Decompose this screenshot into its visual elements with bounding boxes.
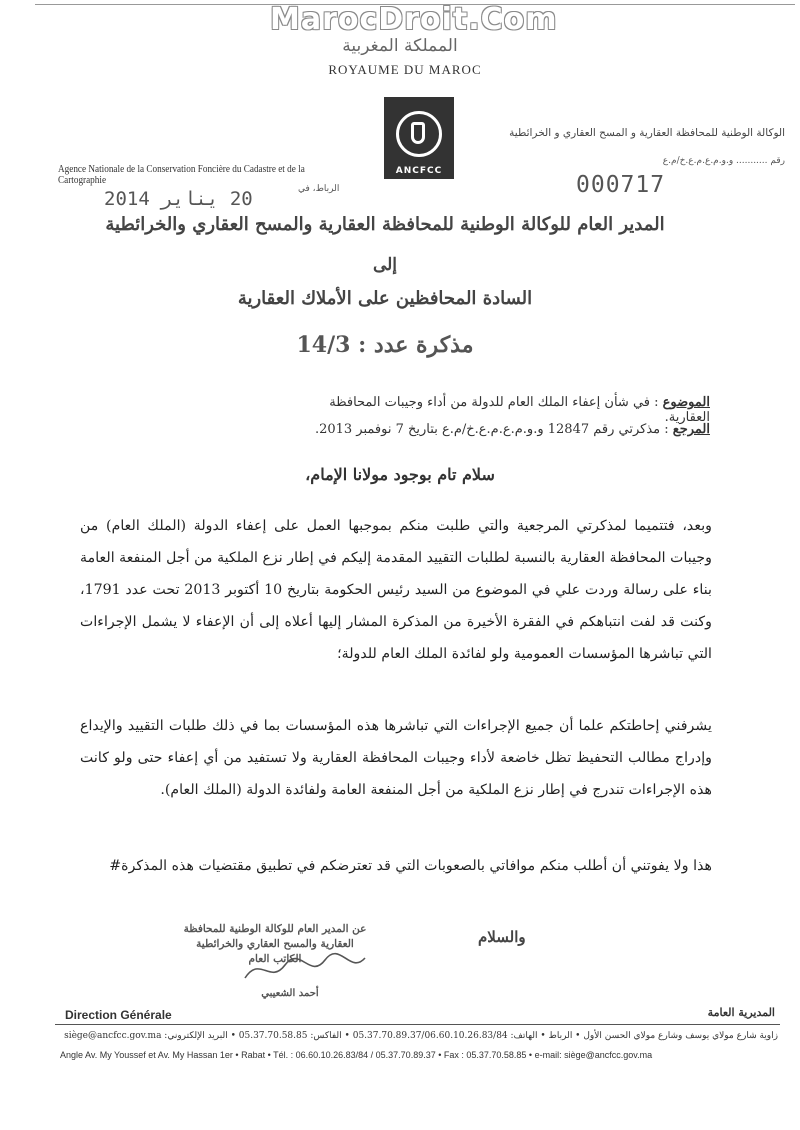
to-heading: إلى [372,255,398,275]
sender-heading: المدير العام للوكالة الوطنية للمحافظة العقارية والمسح العقاري والخرائطية [105,214,665,235]
direction-french: Direction Générale [65,1008,172,1022]
reference-line [290,422,710,437]
signature-line-3: الكاتب العام [248,953,302,965]
logo-emblem-icon [396,111,442,157]
farewell: والسلام [478,928,526,946]
memo-number: مذكرة عدد : 14/3 [296,332,474,358]
subject-text: : في شأن إعفاء الملك العام للدولة من أداء وجيبات المحافظة العقارية. [329,395,710,425]
address-arabic: زاوية شارع مولاي يوسف وشارع مولاي الحسن الأول • الرباط • الهاتف: 05.37.70.89.37/06.60.10.26.83/84 • الفاكس: 05.37.70.58.85 • البريد الإلكتروني: siège@ancfcc.gov.ma [64,1031,778,1041]
date-stamp: 20 يناير 2014 [104,188,253,210]
watermark: MarocDroit.Com [270,2,558,37]
kingdom-name-arabic: المملكة المغربية [342,36,458,56]
subject-label: الموضوع [662,395,710,410]
direction-arabic: المديرية العامة [707,1006,775,1019]
address-french: Angle Av. My Youssef et Av. My Hassan 1er • Rabat • Tél. : 06.60.10.26.83/84 / 05.37.70.89.37 • Fax : 05.37.70.58.85 • e-mail: siège@ancfcc.gov.ma [60,1050,653,1060]
reference-label-bold: المرجع [672,422,710,437]
agency-name-french: Agence Nationale de la Conservation Foncière du Cadastre et de la Cartographie [58,164,305,186]
signature-line-1: عن المدير العام للوكالة الوطنية للمحافظة [183,923,367,935]
recipients-heading: السادة المحافظين على الأملاك العقارية [237,288,533,309]
reference-label: رقم ........... و.و.م.ع.م.ع.خ/م.ع [662,156,785,166]
logo-text: ANCFCC [395,166,443,176]
paragraph-1: وبعد، فتتميما لمذكرتي المرجعية والتي طلبت منكم بموجبها العمل على إعفاء الدولة (الملك العام) من وجيبات المحافظة العقارية بالنسبة لطلبات التقييد المقدمة إليكم في إطار نزع الملكية من أجل المنفعة العامة بناء على رسالة وردت علي في الموضوع من السيد رئيس الحكومة بتاريخ 10 أكتوبر 2013 تحت عدد 1791، وكنت قد لفت انتباهكم في الفقرة الأخيرة من المذكرة المشار إليها أعلاه إلى أن الإعفاء لا يشمل الإجراءات التي تباشرها المؤسسات العمومية ولو لفائدة الملك العام للدولة؛ [80,518,712,662]
agency-name-arabic: الوكالة الوطنية للمحافظة العقارية و المسح العقاري و الخرائطية [509,127,785,139]
reference-number: 000717 [576,172,666,198]
paragraph-2: يشرفني إحاطتكم علما أن جميع الإجراءات التي تباشرها هذه المؤسسات بما في ذلك طلبات التقييد والإيداع وإدراج مطالب التحفيظ تظل خاضعة لأداء وجيبات المحافظة العقارية ولا تستفيد من أي إعفاء حتى ولو كانت هذه الإجراءات تندرج في إطار نزع الملكية من أجل المنفعة العامة ولفائدة الدولة (الملك العام). [80,718,712,798]
handwritten-signature [240,950,370,990]
paragraph-3: هذا ولا يفوتني أن أطلب منكم موافاتي بالصعوبات التي قد تعترضكم في تطبيق مقتضيات هذه المذكرة# [109,858,712,874]
footer-rule [55,1024,780,1025]
salutation: سلام تام بوجود مولانا الإمام، [305,465,495,484]
subject-line [290,395,710,425]
agency-logo [384,97,454,179]
signature-line-2: العقارية والمسح العقاري والخرائطية [196,938,354,950]
signer-name: أحمد الشعيبي [261,988,319,999]
place-label: الرباط، في [298,184,340,194]
reference-text: : مذكرتي رقم 12847 و.و.م.ع.م.ع.خ/م.ع بتاريخ 7 نوفمبر 2013. [314,422,669,437]
kingdom-name-french: ROYAUME DU MAROC [328,62,482,77]
